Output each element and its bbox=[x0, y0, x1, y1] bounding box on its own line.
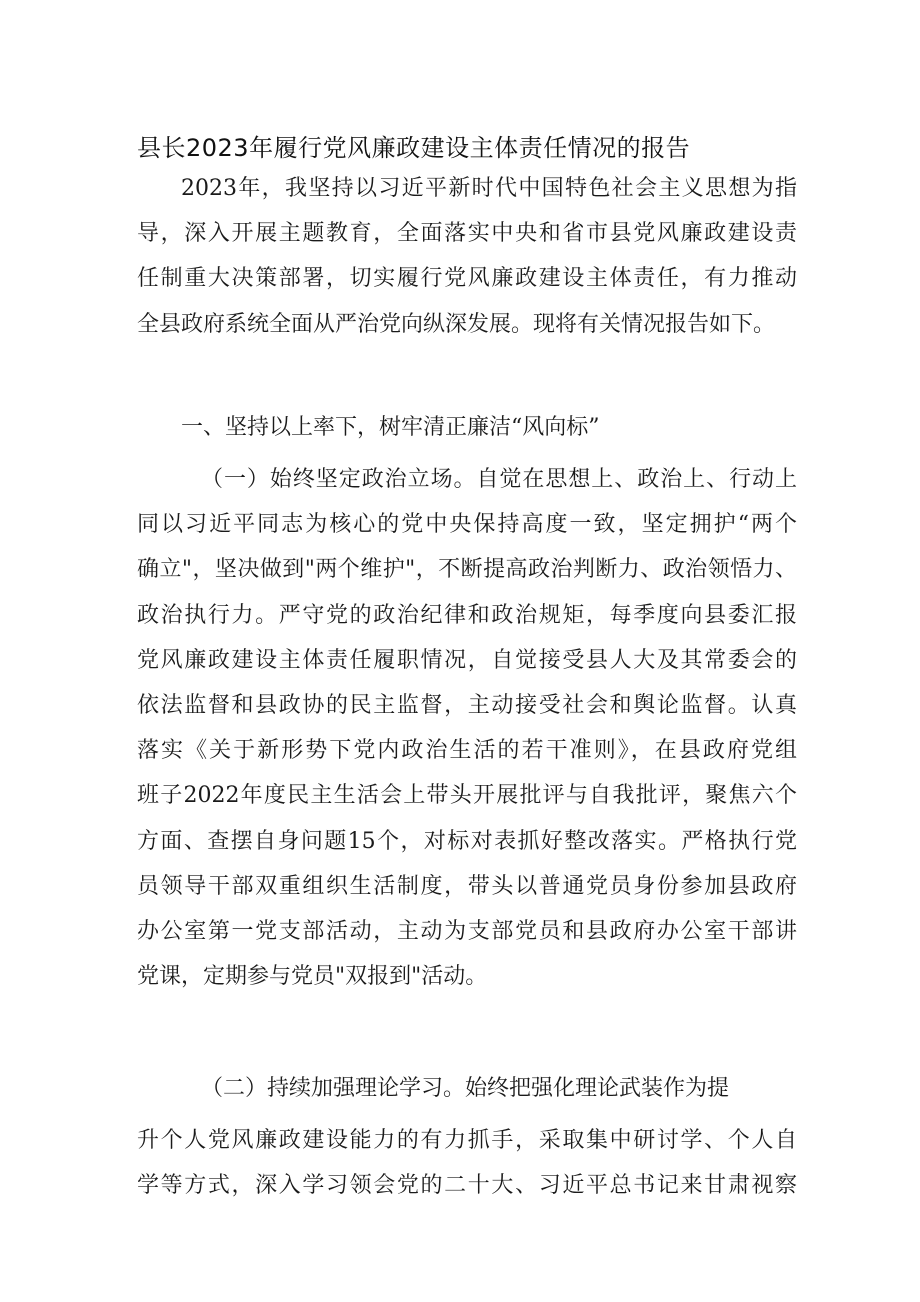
paragraph-line: 方面、查摆自身问题15个，对标对表抓好整改落实。严格执行党 bbox=[137, 828, 797, 854]
paragraph-line: 党课，定期参与党员"双报到"活动。 bbox=[137, 964, 488, 990]
paragraph-line: 确立"，坚决做到"两个维护"，不断提高政治判断力、政治领悟力、 bbox=[137, 557, 797, 583]
paragraph-line: 导，深入开展主题教育，全面落实中央和省市县党风廉政建设责 bbox=[137, 221, 797, 247]
paragraph-line: 全县政府系统全面从严治党向纵深发展。现将有关情况报告如下。 bbox=[137, 311, 776, 337]
paragraph-line: 依法监督和县政协的民主监督，主动接受社会和舆论监督。认真 bbox=[137, 692, 797, 718]
section-1-paragraph bbox=[137, 457, 797, 999]
intro-paragraph bbox=[137, 166, 797, 347]
paragraph-line: 任制重大决策部署，切实履行党风廉政建设主体责任，有力推动 bbox=[137, 266, 797, 292]
paragraph-line: （二）持续加强理论学习。始终把强化理论武装作为提 bbox=[201, 1076, 730, 1101]
paragraph-line: 党风廉政建设主体责任履职情况，自觉接受县人大及其常委会的 bbox=[137, 647, 797, 673]
paragraph-line: 学等方式，深入学习领会党的二十大、习近平总书记来甘肃视察 bbox=[137, 1173, 797, 1199]
section-heading bbox=[137, 405, 797, 450]
paragraph-line: 办公室第一党支部活动，主动为支部党员和县政府办公室干部讲 bbox=[137, 918, 797, 944]
heading-text: 一、坚持以上率下，树牢清正廉洁“风向标” bbox=[181, 415, 600, 440]
section-2-paragraph bbox=[137, 1118, 797, 1208]
section-2-heading-line bbox=[137, 1066, 797, 1111]
paragraph-line: 落实《关于新形势下党内政治生活的若干准则》，在县政府党组 bbox=[137, 738, 797, 764]
paragraph-line: 政治执行力。严守党的政治纪律和政治规矩，每季度向县委汇报 bbox=[137, 602, 797, 628]
paragraph-line: （一）始终坚定政治立场。自觉在思想上、政治上、行动上 bbox=[201, 467, 797, 492]
paragraph-line: 2023年，我坚持以习近平新时代中国特色社会主义思想为指 bbox=[181, 176, 797, 201]
paragraph-line: 员领导干部双重组织生活制度，带头以普通党员身份参加县政府 bbox=[137, 873, 797, 899]
paragraph-line: 同以习近平同志为核心的党中央保持高度一致，坚定拥护“两个 bbox=[137, 512, 797, 538]
paragraph-line: 升个人党风廉政建设能力的有力抓手，采取集中研讨学、个人自 bbox=[137, 1128, 797, 1153]
document-title: 县长2023年履行党风廉政建设主体责任情况的报告 bbox=[137, 134, 691, 162]
paragraph-line: 班子2022年度民主生活会上带头开展批评与自我批评，聚焦六个 bbox=[137, 783, 797, 809]
